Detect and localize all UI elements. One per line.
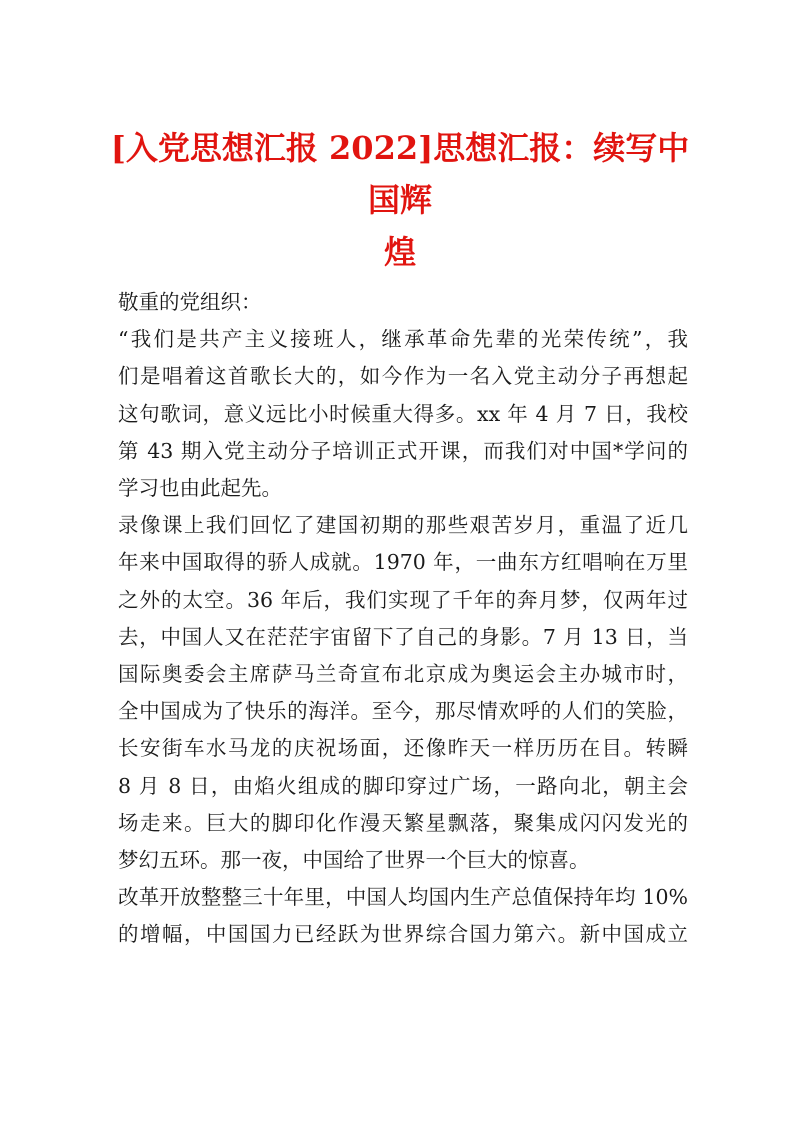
salutation (118, 284, 688, 321)
salutation-line: 敬重的党组织： (118, 290, 262, 314)
text-line: “我们是共产主义接班人，继承革命先辈的光荣传统”，我 (118, 327, 688, 352)
document-body (118, 284, 688, 954)
text-line: 全中国成为了快乐的海洋。至今，那尽情欢呼的人们的笑脸， (118, 699, 688, 724)
text-line: 长安街车水马龙的庆祝场面，还像昨天一样历历在目。转瞬 (118, 736, 688, 761)
text-line: 梦幻五环。那一夜，中国给了世界一个巨大的惊喜。 (118, 848, 590, 873)
text-line: 录像课上我们回忆了建国初期的那些艰苦岁月，重温了近几 (118, 513, 688, 538)
text-line: 8 月 8 日，由焰火组成的脚印穿过广场，一路向北，朝主会 (118, 773, 688, 798)
paragraph-3 (118, 879, 688, 953)
title-line-2: 煌 (383, 233, 416, 271)
text-line: 学习也由此起先。 (118, 476, 282, 501)
text-line: 这句歌词，意义远比小时候重大得多。xx 年 4 月 7 日，我校 (118, 401, 688, 426)
text-line: 之外的太空。36 年后，我们实现了千年的奔月梦，仅两年过 (118, 587, 688, 612)
text-line: 的增幅，中国国力已经跃为世界综合国力第六。新中国成立 (118, 922, 688, 947)
paragraph-1 (118, 321, 688, 507)
text-line: 们是唱着这首歌长大的，如今作为一名入党主动分子再想起 (118, 364, 688, 389)
text-line: 去，中国人又在茫茫宇宙留下了自己的身影。7 月 13 日，当 (118, 624, 688, 649)
text-line: 第 43 期入党主动分子培训正式开课，而我们对中国*学问的 (118, 438, 688, 463)
title-line-1: [入党思想汇报 2022]思想汇报：续写中国辉 (110, 129, 690, 219)
text-line: 国际奥委会主席萨马兰奇宣布北京成为奥运会主办城市时， (118, 662, 688, 687)
paragraph-2 (118, 507, 688, 879)
text-line: 场走来。巨大的脚印化作漫天繁星飘落，聚集成闪闪发光的 (118, 810, 688, 835)
document-title (100, 122, 700, 278)
text-line: 年来中国取得的骄人成就。1970 年，一曲东方红唱响在万里 (118, 550, 688, 575)
text-line: 改革开放整整三十年里，中国人均国内生产总值保持年均 10% (118, 885, 688, 910)
